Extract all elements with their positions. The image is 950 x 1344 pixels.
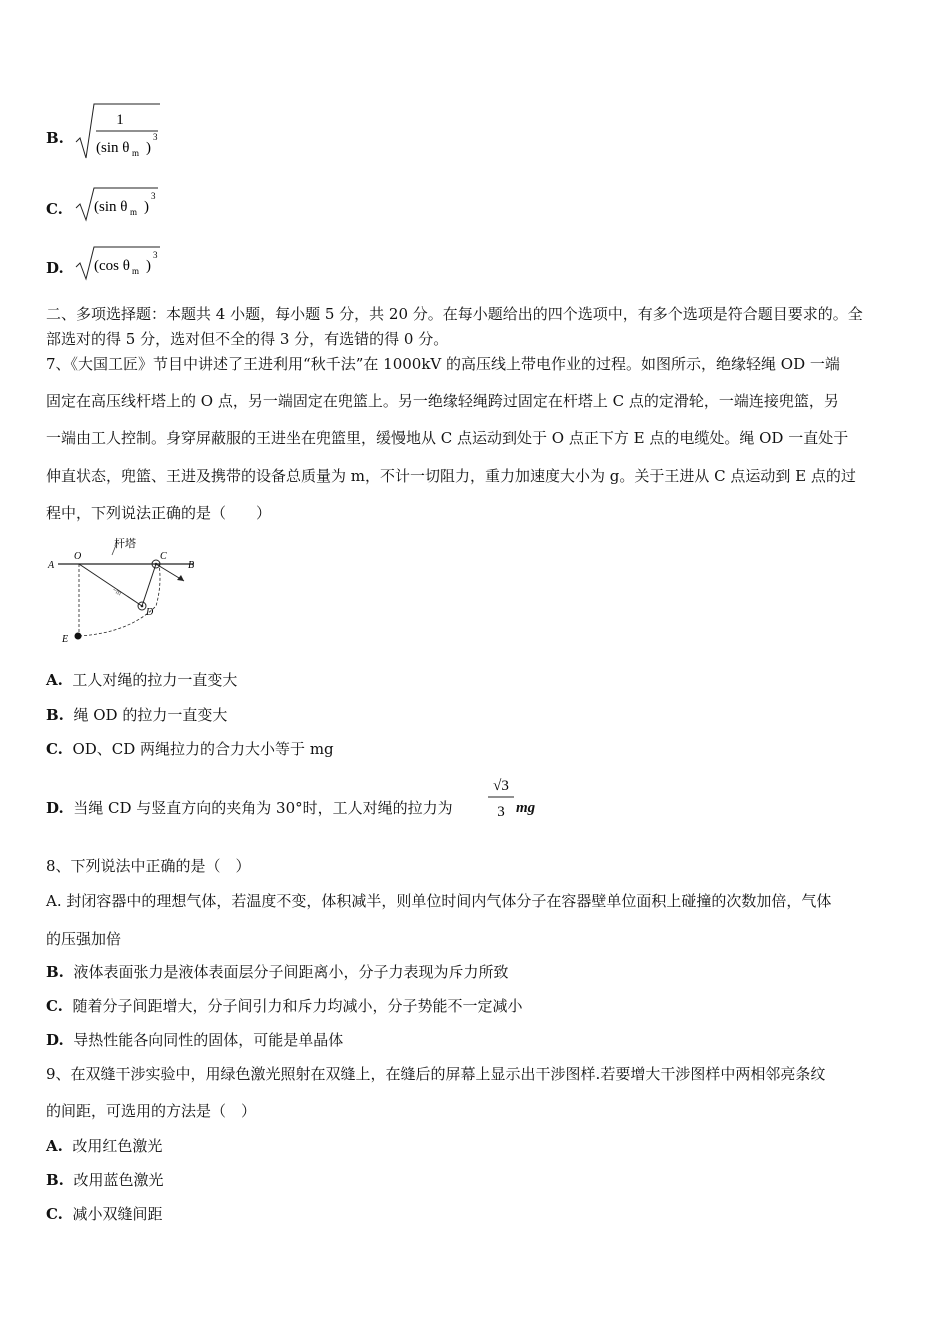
inner: (sin θ <box>94 199 128 215</box>
exp: 3 <box>153 132 158 142</box>
label-e: E <box>62 634 69 645</box>
section2-line1: 二、多项选择题：本题共 4 小题，每小题 5 分，共 20 分。在每小题给出的四个选项中，有多个选项是符合题目要求的。全 <box>46 305 863 323</box>
sub: m <box>130 207 138 217</box>
q8-option-d: D. 导热性能各向同性的固体，可能是单晶体 <box>46 1031 344 1049</box>
q7-figure <box>44 535 214 650</box>
close: ) <box>146 140 151 156</box>
q7-line4: 伸直状态，兜篮、王进及携带的设备总质量为 m，不计一切阻力，重力加速度大小为 g。关于王进从 C 点运动到 E 点的过 <box>46 467 856 485</box>
exp: 3 <box>151 191 156 201</box>
q6-option-b-formula <box>74 100 174 164</box>
label-b: B <box>188 560 195 571</box>
q7-option-b: B. 绳 OD 的拉力一直变大 <box>46 706 228 724</box>
exp: 3 <box>153 250 158 260</box>
sub: m <box>132 266 140 276</box>
rope-od <box>79 564 142 606</box>
q9-option-c: C. 减小双缝间距 <box>46 1205 163 1223</box>
svg-text:~m: ~m <box>111 585 123 598</box>
tower-label: 杆塔 <box>114 538 136 550</box>
close: ) <box>146 258 151 274</box>
label-a: A <box>48 560 55 571</box>
q9-line2: 的间距，可选用的方法是（ ） <box>46 1102 257 1120</box>
q8-option-c: C. 随着分子间距增大，分子间引力和斥力均减小，分子势能不一定减小 <box>46 997 523 1015</box>
q8-stem: 8、下列说法中正确的是（ ） <box>46 857 251 875</box>
q6-option-c <box>46 199 63 219</box>
q7-option-a: A. 工人对绳的拉力一直变大 <box>46 671 238 689</box>
label-o: O <box>74 551 82 562</box>
q9-option-a: A. 改用红色激光 <box>46 1137 163 1155</box>
rope-cd <box>142 564 156 606</box>
q7-line3: 一端由工人控制。身穿屏蔽服的王进坐在兜篮里，缓慢地从 C 点运动到处于 O 点正下方 E 点的电缆处。绳 OD 一直处于 <box>46 429 849 447</box>
q6-option-c-formula <box>74 184 174 224</box>
section2-line2: 部选对的得 5 分，选对但不全的得 3 分，有选错的得 0 分。 <box>46 330 449 348</box>
q7-line1: 7、《大国工匠》节目中讲述了王进利用“秋千法”在 1000kV 的高压线上带电作业的过程。如图所示，绝缘轻绳 OD 一端 <box>46 355 840 373</box>
close: ) <box>144 199 149 215</box>
inner: (sin θ <box>96 140 130 156</box>
q7-line5: 程中，下列说法正确的是（ ） <box>46 504 272 522</box>
q8-option-a-line1: A. 封闭容器中的理想气体，若温度不变，体积减半，则单位时间内气体分子在容器壁单位面积上碰撞的次数加倍，气体 <box>46 892 832 910</box>
label-d: D <box>146 607 154 618</box>
q8-option-b: B. 液体表面张力是液体表面层分子间距离小，分子力表现为斥力所致 <box>46 963 509 981</box>
q6-option-b <box>46 128 64 148</box>
option-letter: D. <box>46 259 64 277</box>
q7-optiond-mg: mg <box>516 800 536 816</box>
fraction-numerator: √3 <box>493 778 509 794</box>
option-letter: C. <box>46 200 63 218</box>
pull-arrow <box>177 575 184 581</box>
q7-option-c: C. OD、CD 两绳拉力的合力大小等于 mg <box>46 740 334 758</box>
arc-path <box>79 564 160 636</box>
inner: (cos θ <box>94 258 130 274</box>
sub: m <box>132 148 140 158</box>
q7-option-d: D. 当绳 CD 与竖直方向的夹角为 30°时，工人对绳的拉力为 <box>46 799 453 817</box>
q9-line1: 9、在双缝干涉实验中，用绿色激光照射在双缝上，在缝后的屏幕上显示出干涉图样.若要增大干涉图样中两相邻亮条纹 <box>46 1065 826 1083</box>
q7-line2: 固定在高压线杆塔上的 O 点，另一端固定在兜篮上。另一绝缘轻绳跨过固定在杆塔上 C 点的定滑轮，一端连接兜篮，另 <box>46 392 839 410</box>
numerator: 1 <box>116 112 124 128</box>
q6-option-d <box>46 258 64 278</box>
q7-optiond-fraction <box>484 770 518 824</box>
q6-option-d-formula <box>74 243 174 283</box>
label-c: C <box>160 551 167 562</box>
fraction-denominator: 3 <box>497 804 505 820</box>
option-letter: B. <box>46 129 64 147</box>
point-e <box>75 633 82 640</box>
q9-option-b: B. 改用蓝色激光 <box>46 1171 164 1189</box>
q8-option-a-line2: 的压强加倍 <box>46 930 122 948</box>
